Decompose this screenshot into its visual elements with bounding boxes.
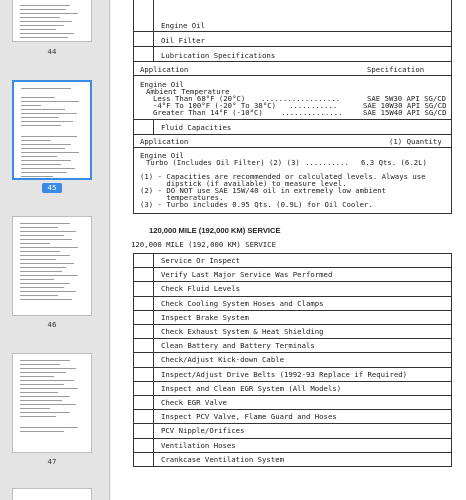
service-row-divider — [133, 423, 452, 424]
thumbnail-text-line — [21, 88, 71, 89]
note-2-cont: temperatures. — [140, 193, 224, 202]
thumbnail-text-line — [20, 431, 64, 432]
thumbnail-label-45: 45 — [12, 184, 92, 192]
thumbnail-text-line — [20, 388, 78, 389]
thumbnail-label-44: 44 — [47, 48, 57, 56]
temp-dots-2: ........... — [289, 101, 338, 110]
note-1: (1) - Capacities are recommended or calculated levels. Always use — [140, 172, 426, 181]
thumbnail-text-line — [21, 176, 53, 177]
thumbnail-label-47: 47 — [47, 458, 57, 466]
thumbnail-text-line — [20, 231, 76, 232]
col-specification: Specification — [367, 65, 425, 74]
cap-turbo: Turbo (Includes Oil Filter) (2) (3) — [146, 158, 300, 167]
service-item: Clean Battery and Battery Terminals — [161, 341, 315, 351]
thumbnail-sidebar — [0, 0, 110, 500]
lube-engine-oil: Engine Oil — [140, 80, 184, 89]
thumbnail-text-line — [20, 37, 68, 38]
page-thumbnail-44[interactable] — [12, 0, 92, 42]
thumbnail-text-line — [21, 109, 65, 110]
service-row-divider — [133, 338, 452, 339]
thumbnail-text-line — [21, 140, 51, 141]
row-divider — [133, 46, 452, 47]
thumbnail-text-line — [20, 13, 78, 14]
thumbnail-text-line — [21, 117, 59, 118]
thumbnail-text-line — [20, 247, 78, 248]
thumbnail-text-line — [20, 295, 58, 296]
temp-range-2: -4°F To 100°F (-20° To 38°C) — [153, 101, 277, 110]
service-row-divider — [133, 452, 452, 453]
thumbnail-text-line — [20, 25, 64, 26]
table-border-bottom — [133, 213, 452, 214]
service-border-right — [451, 253, 452, 466]
service-item: Inspect and Clean EGR System (All Models) — [161, 383, 342, 393]
service-row-divider — [133, 324, 452, 325]
thumbnail-text-line — [20, 376, 54, 377]
thumbnail-text-line — [21, 148, 65, 149]
thumbnail-text-line — [20, 17, 60, 18]
cap-engine-oil: Engine Oil — [140, 151, 184, 160]
thumbnail-text-line — [20, 408, 50, 409]
thumbnail-text-line — [21, 121, 73, 122]
thumbnail-text-line — [20, 396, 70, 397]
thumbnail-text-line — [20, 416, 56, 417]
service-border-left — [133, 253, 134, 466]
thumbnail-text-line — [21, 105, 41, 106]
service-item: Verify Last Major Service Was Performed — [161, 270, 333, 280]
cap-col-application: Application — [140, 137, 189, 146]
thumbnail-text-line — [21, 113, 77, 114]
temp-dots-3: .............. — [281, 108, 343, 117]
service-item: Check EGR Valve — [161, 398, 227, 407]
row-engine-oil: Engine Oil — [161, 21, 205, 30]
thumbnail-text-line — [21, 156, 57, 157]
thumbnail-text-line — [20, 287, 64, 288]
note-1-cont: dipstick (if available) to measure level. — [140, 179, 347, 188]
thumbnail-text-line — [20, 275, 78, 276]
service-cell-divider — [153, 253, 154, 466]
thumbnail-text-line — [20, 271, 62, 272]
row-fluid-capacities: Fluid Capacities — [161, 123, 232, 132]
thumbnail-text-line — [21, 152, 79, 153]
thumbnail-text-line — [20, 299, 72, 300]
thumbnail-text-line — [20, 239, 72, 240]
thumbnail-text-line — [21, 160, 71, 161]
service-row-divider — [133, 281, 452, 282]
cap-value: 6.3 Qts. (6.2L) — [361, 158, 427, 167]
service-item: Inspect/Adjust Drive Belts (1992-93 Replace if Required) — [161, 369, 408, 379]
section-subheading: 120,000 MILE (192,000 KM) SERVICE — [131, 240, 276, 249]
thumbnail-text-line — [21, 164, 61, 165]
thumbnail-text-line — [20, 372, 66, 373]
thumbnail-text-line — [20, 283, 70, 284]
thumbnail-text-line — [20, 9, 66, 10]
temp-spec-1: SAE 5W30 API SG/CD — [367, 94, 447, 103]
section-heading: 120,000 MILE (192,000 KM) SERVICE — [149, 226, 281, 235]
thumbnail-text-line — [20, 251, 60, 252]
thumbnail-text-line — [20, 360, 70, 361]
thumbnail-label-46: 46 — [47, 321, 57, 329]
service-item: PCV Nipple/Orifices — [161, 426, 245, 436]
temp-spec-3: SAE 15W40 API SG/CD — [363, 108, 447, 117]
cap-dots: .......... — [305, 158, 349, 167]
thumbnail-text-line — [20, 427, 78, 428]
service-row-divider — [133, 466, 452, 467]
service-row-divider — [133, 310, 452, 311]
row-lubrication-specifications: Lubrication Specifications — [161, 51, 276, 60]
thumbnail-text-line — [21, 136, 77, 137]
thumbnail-text-line — [20, 5, 70, 6]
thumbnail-text-line — [21, 168, 75, 169]
page-thumbnail-45[interactable] — [12, 80, 92, 180]
service-table-top — [133, 253, 452, 254]
note-2: (2) - DO NOT use SAE 15W/40 oil in extremely low ambient — [140, 186, 387, 195]
cap-col-quantity: (1) Quantity — [389, 137, 442, 146]
temp-spec-2: SAE 10W30 API SG/CD — [363, 101, 447, 110]
service-row-divider — [133, 381, 452, 382]
document-page — [111, 0, 466, 500]
service-item: Ventilation Hoses — [161, 440, 236, 450]
thumbnail-text-line — [20, 33, 74, 34]
thumbnail-text-line — [20, 235, 64, 236]
thumbnail-text-line — [21, 101, 79, 102]
service-row-divider — [133, 352, 452, 353]
page-thumbnail-46[interactable] — [12, 216, 92, 316]
page-thumbnail-47[interactable] — [12, 353, 92, 453]
col-application: Application — [140, 65, 189, 74]
row-divider — [133, 31, 452, 32]
row-cell-divider — [153, 119, 154, 134]
thumbnail-text-line — [20, 404, 76, 405]
service-row-divider — [133, 395, 452, 396]
thumbnail-text-line — [20, 227, 58, 228]
service-row-divider — [133, 438, 452, 439]
service-item: Check/Adjust Kick-down Cable — [161, 355, 285, 365]
thumbnail-text-line — [21, 125, 61, 126]
thumbnail-text-line — [20, 412, 70, 413]
thumbnail-text-line — [20, 392, 58, 393]
service-row-divider — [133, 367, 452, 368]
service-row-divider — [133, 409, 452, 410]
service-row-divider — [133, 296, 452, 297]
row-divider — [133, 134, 452, 135]
lube-ambient-temp: Ambient Temperature — [146, 87, 230, 96]
service-item: Check Exhaust System & Heat Shielding — [161, 327, 324, 336]
temp-range-3: Greater Than 14°F (-10°C) — [153, 108, 263, 117]
header-divider — [133, 147, 452, 148]
temp-range-1: Less Than 68°F (20°C) — [153, 94, 246, 103]
service-item: Inspect Brake System — [161, 312, 249, 322]
thumbnail-text-line — [20, 29, 56, 30]
thumbnail-text-line — [20, 279, 54, 280]
thumbnail-text-line — [20, 380, 74, 381]
thumbnail-text-line — [21, 172, 67, 173]
thumbnail-text-line — [20, 267, 66, 268]
thumbnail-text-line — [20, 243, 50, 244]
thumbnail-text-line — [20, 21, 72, 22]
thumbnail-text-line — [20, 368, 76, 369]
row-oil-filter: Oil Filter — [161, 36, 205, 45]
service-row-divider — [133, 267, 452, 268]
service-item: Service Or Inspect — [161, 256, 241, 265]
temp-dots-1: .................. — [261, 94, 341, 103]
thumbnail-text-line — [20, 259, 56, 260]
service-item: Crankcase Ventilation System — [161, 454, 285, 464]
header-divider — [133, 75, 452, 76]
thumbnail-text-line — [20, 41, 50, 42]
thumbnail-text-line — [21, 97, 55, 98]
thumbnail-text-line — [20, 255, 70, 256]
thumbnail-text-line — [20, 223, 70, 224]
thumbnail-text-line — [20, 400, 62, 401]
service-item: Check Cooling System Hoses and Clamps — [161, 298, 324, 308]
thumbnail-text-line — [20, 364, 60, 365]
note-3: (3) - Turbo includes 0.95 Qts. (0.9L) for Oil Cooler. — [140, 200, 373, 209]
service-item: Inspect PCV Valve, Flame Guard and Hoses — [161, 412, 337, 422]
page-thumbnail-48[interactable] — [12, 488, 92, 500]
thumbnail-text-line — [20, 291, 76, 292]
thumbnail-text-line — [20, 263, 74, 264]
thumbnail-text-line — [20, 384, 64, 385]
row-divider — [133, 119, 452, 120]
thumbnail-text-line — [21, 144, 71, 145]
service-item: Check Fluid Levels — [161, 284, 241, 294]
row-divider — [133, 61, 452, 62]
